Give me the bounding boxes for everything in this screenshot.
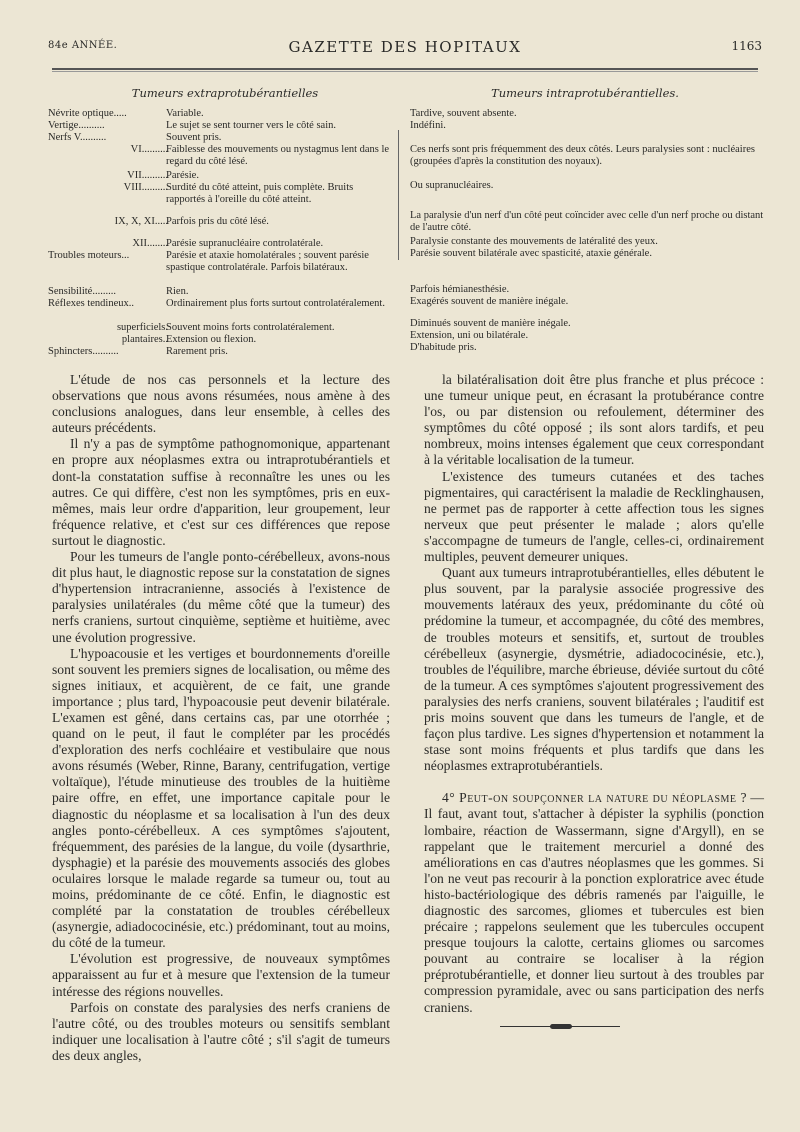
table-row-label: Sensibilité.........	[48, 286, 116, 297]
table-row-label: Réflexes tendineux..	[48, 298, 135, 309]
body-column-left	[52, 372, 390, 1064]
table-row-extra: Rien.	[166, 286, 189, 297]
table-caption-extra: Tumeurs extraprotubérantielles	[131, 86, 319, 100]
table-row-extra: Parésie.	[166, 170, 199, 181]
table-row-label: XII........	[132, 238, 168, 249]
paragraph: Il n'y a pas de symptôme pathognomonique, appartenant en propre aux néoplasmes extra ou intraprotubérantiels et dont-la constatation suffise à reconnaître les unes ou les autres. Ce qui diffère, c'est non les symptômes, pris en eux-mêmes, mais leur ordre d'apparition, leur groupement, leur fréquence relative, et c'est sur ces différences que repose surtout le diagnostic.	[52, 436, 390, 548]
table-intra-item: Indéfini.	[410, 120, 446, 131]
table-row-extra: Ordinairement plus forts surtout controlatéralement.	[166, 298, 385, 309]
table-row-label: superficiels.	[116, 322, 168, 333]
section-heading: 4° Peut-on soupçonner la nature du néoplasme ?	[442, 790, 747, 806]
journal-title: GAZETTE DES HOPITAUX	[288, 38, 522, 56]
table-row-label: VII..........	[127, 170, 168, 181]
table-row-extra: Parfois pris du côté lésé.	[166, 216, 269, 227]
table-intra-item: Extension, uni ou bilatérale.	[410, 330, 529, 341]
table-row-label: plantaires..	[121, 334, 168, 345]
paragraph: L'hypoacousie et les vertiges et bourdonnements d'oreille sont souvent les premiers signes de localisation, ou même des signes initiaux, et acquièrent, de ce fait, une grande importance ; plus tard, l'hypoacousie peut devenir bilatérale. L'examen est gêné, dans certains cas, par une otorrhée ; quand on le peut, il faut le compléter par les procédés d'exploration des nerfs cochléaire et vestibulaire que nous avons résumés (Weber, Rinne, Barany, centrifugation, vertige voltaïque), l'étude minutieuse des troubles de la huitième paire offre, en effet, une importance capitale pour le diagnostic du néoplasme et sa localisation à l'un des deux angles ponto-cérébelleux. A ces symptômes s'ajoutent, fréquemment, des parésies de la langue, du voile (dysarthrie, dysphagie) et la parésie des mouvements associés des globes oculaires lorsque le malade regarde sa tumeur ou, tout au moins, prédominante de ce côté. Enfin, le diagnostic est complété par la constatation de troubles cérébelleux (asynergie, adiadococinésie, etc.) prédominant, tout au moins, du côté de la tumeur.	[52, 645, 390, 951]
table-row-label: IX, X, XI.....	[114, 216, 168, 227]
table-bracket	[398, 130, 409, 260]
table-row-label: VI..........	[130, 144, 168, 155]
paragraph: L'existence des tumeurs cutanées et des taches pigmentaires, qui caractérisent la maladie de Recklinghausen, ne permet pas de rapporter à cette affection tous les signes nerveux que peut présenter le malade ; alors qu'elle s'accompagne de tumeurs de l'angle, celles-ci, ordinairement multiples, peuvent demeurer uniques.	[424, 468, 764, 565]
table-intra-item: D'habitude pris.	[410, 342, 477, 353]
body-column-right	[424, 372, 764, 1016]
table-row-label: Névrite optique.....	[48, 108, 127, 119]
table-row-extra: Le sujet se sent tourner vers le côté sain.	[166, 120, 336, 131]
header-rule	[52, 68, 758, 70]
end-ornament	[500, 1026, 620, 1027]
table-row-extra: Parésie supranucléaire controlatérale.	[166, 238, 324, 249]
table-intra-item: Tardive, souvent absente.	[410, 108, 517, 119]
table-intra-item: Paralysie constante des mouvements de latéralité des yeux.	[410, 236, 658, 247]
table-caption-intra: Tumeurs intraprotubérantielles.	[491, 86, 679, 100]
table-intra-item: Ces nerfs sont pris fréquemment des deux côtés. Leurs paralysies sont : nucléaires (groupées d'après la constitution des noyaux).	[410, 144, 755, 167]
paragraph: Parfois on constate des paralysies des nerfs craniens de l'autre côté, ou des troubles moteurs ou sensitifs semblant indiquer une localisation à l'autre côté ; s'il s'agit de tumeurs des deux angles,	[52, 999, 390, 1063]
section-text: — Il faut, avant tout, s'attacher à dépister la syphilis (ponction lombaire, réaction de Wassermann, signe d'Argyll), en se rappelant que le traitement mercuriel a donné des améliorations en cas d'autres néoplasmes que les gommes. Si l'on ne veut pas recourir à la ponction exploratrice avec étude histo-bactériologique des débris ramenés par l'aiguille, le diagnostic des sarcomes, gliomes et tubercules est bien précaire ; rappelons seulement que les tubercules occupent presque toujours la calotte, certains gliomes ou sarcomes pouvant au contraire se localiser à la région préprotubérantielle, et donner lieu surtout à des troubles par compression pyramidale, avec ou sans participation des nerfs craniens.	[424, 790, 764, 1015]
paragraph: L'évolution est progressive, de nouveaux symptômes apparaissent au fur et à mesure que l'extension de la tumeur intéresse des régions nouvelles.	[52, 951, 390, 999]
table-row-extra: Variable.	[166, 108, 204, 119]
table-row-label: VIII..........	[123, 182, 168, 193]
table-intra-item: Parfois hémianesthésie.	[410, 284, 510, 295]
table-row-extra: Souvent pris.	[166, 132, 222, 143]
table-row-extra: Extension ou flexion.	[166, 334, 257, 345]
table-row-extra: Rarement pris.	[166, 346, 228, 357]
table-row-extra: Surdité du côté atteint, puis complète. Bruits rapportés à l'oreille du côté atteint.	[166, 182, 354, 205]
header-year: 84e ANNÉE.	[48, 40, 118, 51]
table-row-label: Vertige..........	[48, 120, 105, 131]
section-paragraph	[424, 790, 764, 1015]
paragraph: la bilatéralisation doit être plus franche et plus précoce : une tumeur unique peut, en écrasant la protubérance contre l'os, ou par distension ou refoulement, déterminer des symptômes du côté opposé ; ils sont alors tardifs, et peu nombreux, moins intenses également que ceux correspondant à la véritable localisation de la tumeur.	[424, 372, 764, 468]
table-row-extra: Souvent moins forts controlatéralement.	[166, 322, 335, 333]
table-intra-item: La paralysie d'un nerf d'un côté peut coïncider avec celle d'un nerf proche ou distant de l'autre côté.	[410, 210, 764, 233]
table-intra-item: Ou supranucléaires.	[410, 180, 494, 191]
comparison-table	[48, 108, 398, 368]
table-intra-item: Exagérés souvent de manière inégale.	[410, 296, 569, 307]
table-row-label: Troubles moteurs...	[48, 250, 130, 261]
table-row-extra: Parésie et ataxie homolatérales ; souvent parésie spastique controlatérale. Parfois bilatéraux.	[166, 250, 369, 273]
page-header	[48, 38, 762, 58]
table-intra-item: Diminués souvent de manière inégale.	[410, 318, 571, 329]
table-intra-item: Parésie souvent bilatérale avec spasticité, ataxie générale.	[410, 248, 652, 259]
paragraph: Quant aux tumeurs intraprotubérantielles, elles débutent le plus souvent, par la paralysie associée progressive des mouvements latéraux des yeux, prédominante du côté où prédomine la tumeur, et accompagnée, du côté des membres, de troubles moteurs et sensitifs, et, surtout de troubles cérébelleux (asynergie, dysmétrie, adiadococinésie, etc.), troubles de l'équilibre, marche ébrieuse, déviée surtout du côté de la tumeur. A ces symptômes s'ajoutent progressivement des paralysies des nerfs craniens, souvent bilatérales ; l'auditif est pris moins souvent que dans les tumeurs de l'angle, et de façon plus tardive. Les signes d'hypertension et notamment la stase sont moins fréquents et plus tardifs que dans les néoplasmes extraprotubérantiels.	[424, 565, 764, 774]
table-row-extra: Faiblesse des mouvements ou nystagmus lent dans le regard du côté lésé.	[166, 144, 390, 167]
paragraph: Pour les tumeurs de l'angle ponto-cérébelleux, avons-nous dit plus haut, le diagnostic repose sur la constatation de signes d'hypertension intracranienne, associés à l'existence de paralysies unilatérales (du même côté que la tumeur) des nerfs craniens, surtout cinquième, septième et huitième, avec une évolution progressive.	[52, 549, 390, 645]
table-row-label: Sphincters..........	[48, 346, 119, 357]
table-row-label: Nerfs V..........	[48, 132, 107, 143]
page-number: 1163	[731, 39, 762, 53]
paragraph: L'étude de nos cas personnels et la lecture des observations que nous avons résumées, nous amène à des conclusions analogues, dans leur ensemble, à celles des auteurs précédents.	[52, 372, 390, 436]
